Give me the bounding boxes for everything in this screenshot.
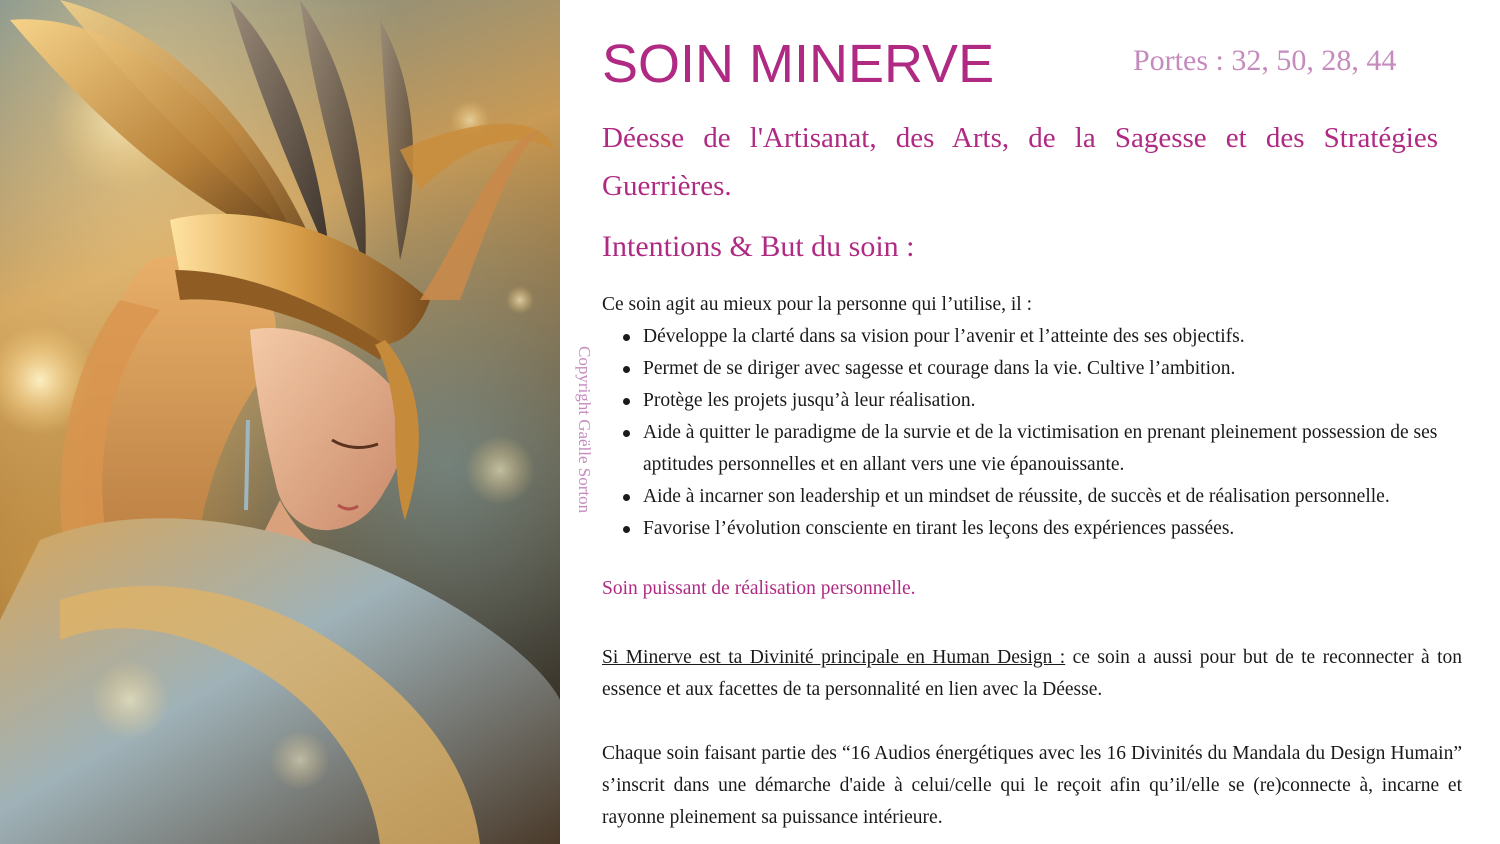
bullet-icon xyxy=(623,334,630,341)
list-item-text: Protège les projets jusqu’à leur réalisation. xyxy=(643,390,976,411)
bullet-icon xyxy=(623,526,630,533)
intentions-list xyxy=(602,321,1468,545)
list-item xyxy=(602,321,1468,353)
list-item xyxy=(602,481,1468,513)
main-divinity-label: Si Minerve est ta Divinité principale en Human Design : xyxy=(602,647,1066,668)
list-item-text: Aide à quitter le paradigme de la survie et de la victimisation en prenant pleinement possession de ses aptitudes personnelles et en allant vers une vie épanouissante. xyxy=(643,422,1438,475)
page-title: SOIN MINERVE xyxy=(602,34,995,94)
copyright-text: Copyright Gaëlle Sorton xyxy=(575,346,594,514)
intentions-heading: Intentions & But du soin : xyxy=(602,230,915,263)
list-item xyxy=(602,385,1468,417)
main-divinity-paragraph xyxy=(602,642,1462,706)
bullet-icon xyxy=(623,430,630,437)
list-item xyxy=(602,417,1468,481)
intro-text: Ce soin agit au mieux pour la personne qui l’utilise, il : xyxy=(602,294,1033,315)
list-item-text: Développe la clarté dans sa vision pour l’avenir et l’atteinte des ses objectifs. xyxy=(643,326,1245,347)
bullet-icon xyxy=(623,494,630,501)
list-item xyxy=(602,353,1468,385)
list-item-text: Aide à incarner son leadership et un mindset de réussite, de succès et de réalisation personnelle. xyxy=(643,486,1390,507)
goddess-illustration xyxy=(0,0,560,844)
tagline: Soin puissant de réalisation personnelle. xyxy=(602,578,916,599)
bullet-icon xyxy=(623,398,630,405)
goddess-artwork-svg xyxy=(0,0,560,844)
subtitle: Déesse de l'Artisanat, des Arts, de la Sagesse et des Stratégies Guerrières. xyxy=(602,122,1438,202)
gates-label: Portes : 32, 50, 28, 44 xyxy=(1133,44,1397,77)
list-item xyxy=(602,513,1468,545)
closing-paragraph: Chaque soin faisant partie des “16 Audios énergétiques avec les 16 Divinités du Mandala du Design Humain” s’inscrit dans une démarche d'aide à celui/celle qui le reçoit afin qu’il/elle se (re)connecte à, incarne et rayonne pleinement sa puissance intérieure. xyxy=(602,743,1462,828)
list-item-text: Favorise l’évolution consciente en tirant les leçons des expériences passées. xyxy=(643,518,1235,539)
list-item-text: Permet de se diriger avec sagesse et courage dans la vie. Cultive l’ambition. xyxy=(643,358,1236,379)
main-divinity-text: ce soin a aussi pour but de te reconnecter à ton essence et aux facettes de ta personnalité en lien avec la Déesse. xyxy=(602,647,1462,700)
bullet-icon xyxy=(623,366,630,373)
